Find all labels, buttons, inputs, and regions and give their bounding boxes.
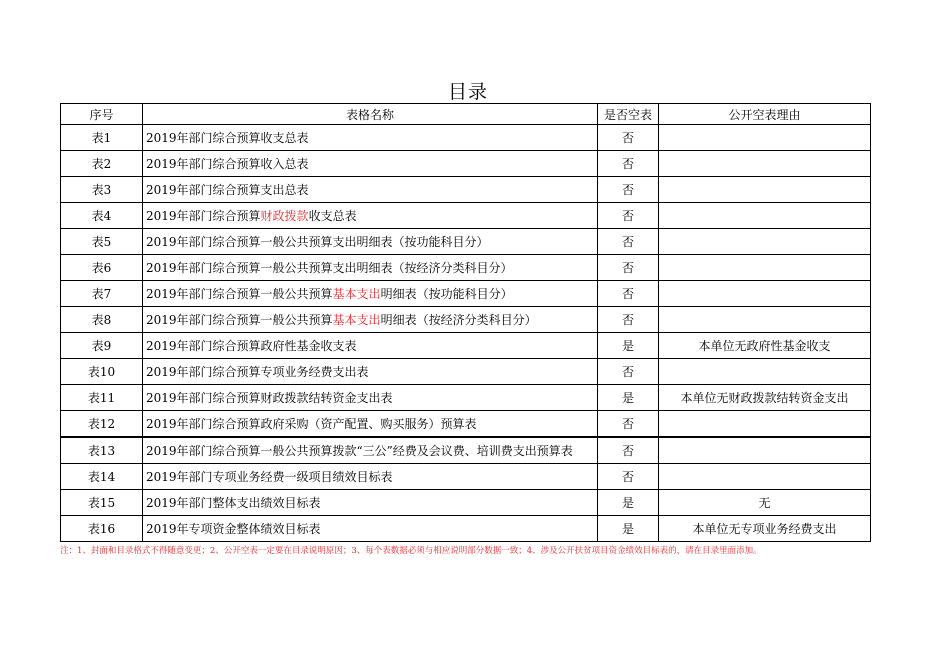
row-name: 2019年部门综合预算政府性基金收支表	[143, 333, 598, 359]
page-title: 目录	[447, 81, 488, 103]
row-no: 表10	[61, 359, 143, 385]
row-reason	[659, 177, 871, 203]
row-name-suffix: 收支总表	[308, 209, 357, 223]
row-empty: 是	[598, 490, 659, 516]
table-header-row	[61, 104, 871, 125]
row-reason	[659, 281, 871, 307]
row-empty: 是	[598, 333, 659, 359]
row-empty: 是	[598, 385, 659, 411]
row-name: 2019年部门综合预算财政拨款结转资金支出表	[143, 385, 598, 411]
row-reason	[659, 203, 871, 229]
table-row	[61, 437, 871, 464]
row-empty: 否	[598, 437, 659, 464]
table-row	[61, 229, 871, 255]
table-row	[61, 307, 871, 333]
table-row	[61, 359, 871, 385]
header-name: 表格名称	[143, 104, 598, 125]
row-name: 2019年专项资金整体绩效目标表	[143, 516, 598, 542]
row-name: 2019年部门综合预算一般公共预算拨款“三公”经费及会议费、培训费支出预算表	[143, 437, 598, 464]
row-reason	[659, 464, 871, 490]
row-empty: 否	[598, 151, 659, 177]
table-row	[61, 464, 871, 490]
row-empty: 否	[598, 411, 659, 438]
row-name-suffix: 明细表（按功能科目分）	[380, 287, 513, 301]
row-name: 2019年部门综合预算一般公共预算支出明细表（按功能科目分）	[143, 229, 598, 255]
row-reason: 本单位无财政拨款结转资金支出	[659, 385, 871, 411]
table-row	[61, 333, 871, 359]
row-reason	[659, 411, 871, 438]
row-empty: 否	[598, 307, 659, 333]
row-name	[143, 307, 598, 333]
footnote: 注：1、封面和目录格式不得随意变更；2、公开空表一定要在目录说明原因；3、每个表数据必须与相应说明部分数据一致；4、涉及公开扶贫项目资金绩效目标表的，请在目录里面添加。	[60, 546, 762, 556]
row-no: 表12	[61, 411, 143, 438]
row-name-highlight: 基本支出	[332, 287, 381, 301]
row-no: 表16	[61, 516, 143, 542]
row-reason	[659, 125, 871, 151]
row-name-prefix: 2019年部门综合预算一般公共预算	[146, 313, 333, 327]
table-row	[61, 516, 871, 542]
row-name: 2019年部门综合预算支出总表	[143, 177, 598, 203]
row-reason	[659, 359, 871, 385]
row-empty: 否	[598, 229, 659, 255]
row-no: 表5	[61, 229, 143, 255]
row-name	[143, 203, 598, 229]
table-row	[61, 151, 871, 177]
row-empty: 否	[598, 464, 659, 490]
table-row	[61, 203, 871, 229]
table-row	[61, 385, 871, 411]
row-empty: 否	[598, 125, 659, 151]
row-no: 表13	[61, 437, 143, 464]
table-row	[61, 411, 871, 438]
row-no: 表8	[61, 307, 143, 333]
row-name	[143, 281, 598, 307]
row-name-highlight: 财政拨款	[260, 209, 309, 223]
row-name: 2019年部门综合预算专项业务经费支出表	[143, 359, 598, 385]
row-name: 2019年部门整体支出绩效目标表	[143, 490, 598, 516]
row-reason: 本单位无专项业务经费支出	[659, 516, 871, 542]
row-no: 表1	[61, 125, 143, 151]
row-no: 表7	[61, 281, 143, 307]
table-row	[61, 490, 871, 516]
row-reason: 本单位无政府性基金收支	[659, 333, 871, 359]
row-reason	[659, 307, 871, 333]
table-row	[61, 281, 871, 307]
row-no: 表9	[61, 333, 143, 359]
row-name-prefix: 2019年部门综合预算	[146, 209, 261, 223]
row-reason	[659, 437, 871, 464]
table-row	[61, 177, 871, 203]
contents-table	[60, 103, 871, 542]
row-no: 表15	[61, 490, 143, 516]
row-empty: 否	[598, 359, 659, 385]
row-no: 表2	[61, 151, 143, 177]
row-no: 表14	[61, 464, 143, 490]
row-no: 表4	[61, 203, 143, 229]
row-empty: 否	[598, 203, 659, 229]
row-no: 表6	[61, 255, 143, 281]
row-name: 2019年部门综合预算政府采购（资产配置、购买服务）预算表	[143, 411, 598, 438]
header-empty: 是否空表	[598, 104, 659, 125]
row-name: 2019年部门综合预算收入总表	[143, 151, 598, 177]
header-reason: 公开空表理由	[659, 104, 871, 125]
row-reason	[659, 229, 871, 255]
header-no: 序号	[61, 104, 143, 125]
row-reason	[659, 151, 871, 177]
row-name: 2019年部门专项业务经费一级项目绩效目标表	[143, 464, 598, 490]
row-no: 表11	[61, 385, 143, 411]
row-empty: 否	[598, 177, 659, 203]
row-no: 表3	[61, 177, 143, 203]
row-name: 2019年部门综合预算一般公共预算支出明细表（按经济分类科目分）	[143, 255, 598, 281]
row-name-highlight: 基本支出	[332, 313, 381, 327]
row-reason: 无	[659, 490, 871, 516]
table-row	[61, 125, 871, 151]
row-empty: 是	[598, 516, 659, 542]
table-row	[61, 255, 871, 281]
row-name: 2019年部门综合预算收支总表	[143, 125, 598, 151]
row-empty: 否	[598, 255, 659, 281]
row-name-suffix: 明细表（按经济分类科目分）	[380, 313, 537, 327]
row-reason	[659, 255, 871, 281]
row-name-prefix: 2019年部门综合预算一般公共预算	[146, 287, 333, 301]
row-empty: 否	[598, 281, 659, 307]
